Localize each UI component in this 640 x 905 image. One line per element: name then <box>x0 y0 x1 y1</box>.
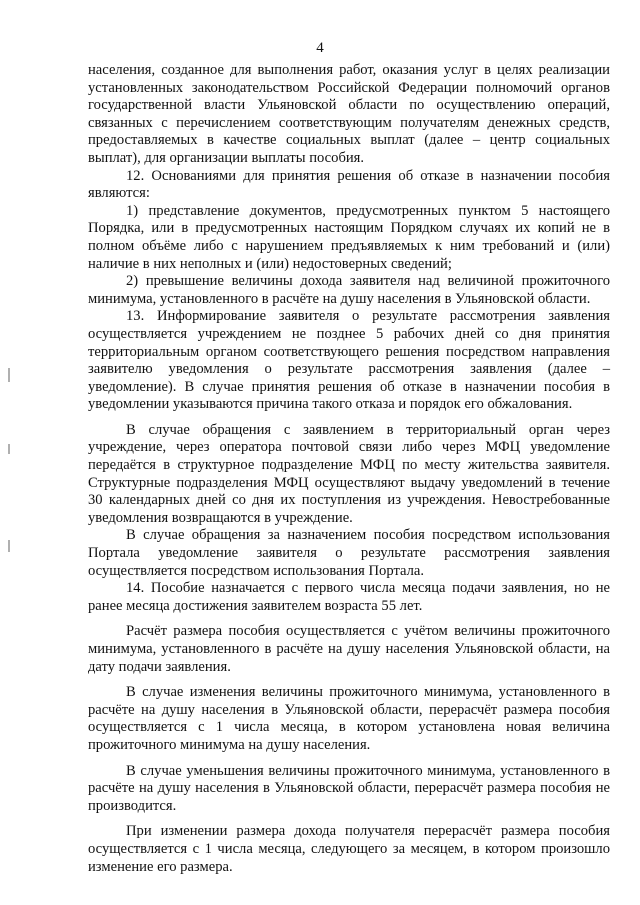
document-body <box>88 62 610 876</box>
paragraph-item-12: 12. Основаниями для принятия решения об отказе в назначении пособия являются: <box>88 167 610 202</box>
paragraph: При изменении размера дохода получателя перерасчёт размера пособия осуществляется с 1 числа месяца, следующего за месяцем, в котором произошло изменение его размера. <box>88 823 610 875</box>
scan-mark <box>8 540 10 552</box>
paragraph: В случае уменьшения величины прожиточного минимума, установленного в расчёте на душу населения в Ульяновской области, перерасчёт размера пособия не производится. <box>88 762 610 814</box>
paragraph: Расчёт размера пособия осуществляется с учётом величины прожиточного минимума, установленного в расчёте на душу населения Ульяновской области, на дату подачи заявления. <box>88 623 610 675</box>
paragraph: В случае обращения с заявлением в территориальный орган через учреждение, через оператора почтовой связи либо через МФЦ уведомление передаётся в структурное подразделение МФЦ по месту жительства заявителя. Структурные подразделения МФЦ осуществляют выдачу уведомлений в течение 30 календарных дней со дня их поступления из учреждения. Невостребованные уведомления возвращаются в учреждение. <box>88 421 610 526</box>
scan-mark <box>8 368 10 382</box>
paragraph-item-14: 14. Пособие назначается с первого числа месяца подачи заявления, но не ранее месяца достижения заявителем возраста 55 лет. <box>88 580 610 614</box>
paragraph-subitem-2: 2) превышение величины дохода заявителя над величиной прожиточного минимума, установленного в расчёте на душу населения в Ульяновской области. <box>88 273 610 307</box>
page-number: 4 <box>316 40 324 56</box>
paragraph: населения, созданное для выполнения работ, оказания услуг в целях реализации установленных законодательством Российской Федерации полномочий органов государственной власти Ульяновской области по осуществлению операций, связанных с перечислением соответствующим получателям денежных средств, предоставляемых в качестве социальных выплат (далее – центр социальных выплат), для организации выплаты пособия. <box>88 62 610 166</box>
paragraph: В случае изменения величины прожиточного минимума, установленного в расчёте на душу населения в Ульяновской области, перерасчёт размера пособия осуществляется с 1 числа месяца, в котором установлена новая величина прожиточного минимума на душу населения. <box>88 684 610 753</box>
paragraph: В случае обращения за назначением пособия посредством использования Портала уведомление заявителя о результате рассмотрения заявления осуществляется посредством использования Портала. <box>88 527 610 579</box>
paragraph-item-13: 13. Информирование заявителя о результате рассмотрения заявления осуществляется учреждением не позднее 5 рабочих дней со дня принятия территориальным органом соответствующего решения посредством направления заявителю уведомления о результате рассмотрения заявления (далее – уведомление). В случае принятия решения об отказе в назначении пособия в уведомлении указываются причина такого отказа и порядок его обжалования. <box>88 308 610 413</box>
scan-mark <box>8 444 10 454</box>
paragraph-subitem-1: 1) представление документов, предусмотренных пунктом 5 настоящего Порядка, или в предусмотренных настоящим Порядком случаях их копий не в полном объёме либо с нарушением предъявляемых к ним требований и (или) наличие в них неполных и (или) недостоверных сведений; <box>88 202 610 272</box>
